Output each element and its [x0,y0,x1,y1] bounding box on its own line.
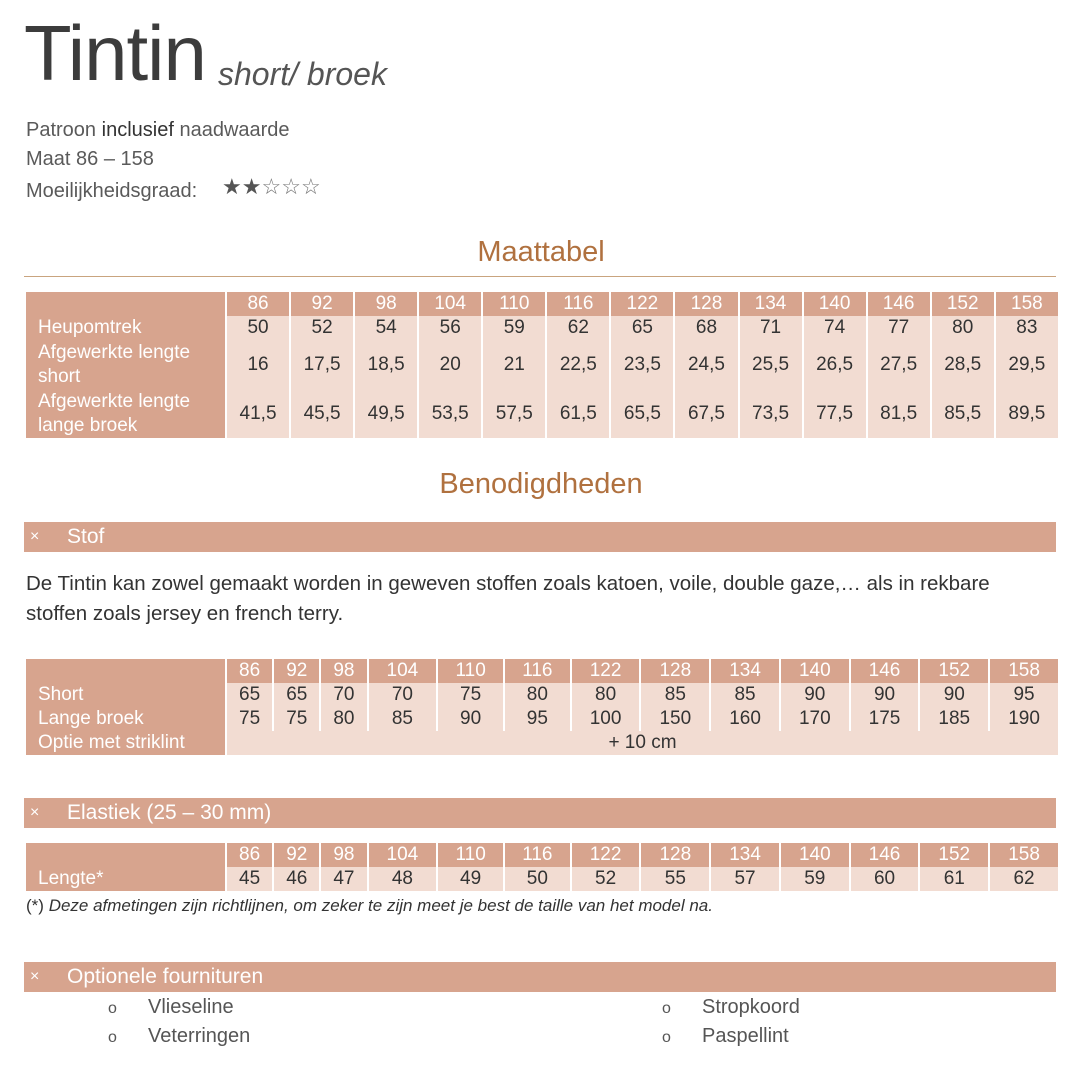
star-empty-icon: ☆ [281,174,301,199]
size-header-cell: 128 [675,292,737,316]
size-header-cell: 104 [369,843,437,867]
table-cell: 85,5 [932,390,994,438]
table-header-row [26,292,1058,316]
size-header-cell: 98 [321,843,366,867]
benodigdheden-title: Benodigdheden [439,468,643,500]
table-cell: 52 [291,316,353,340]
table-cell: 170 [781,707,849,731]
table-cell: 185 [920,707,988,731]
table-cell: 61 [920,867,988,891]
row-label: Optie met striklint [26,731,225,755]
stof-title: Stof [67,525,105,548]
bullet-marker: o [108,1029,117,1046]
size-header-cell: 134 [711,843,779,867]
header-corner [26,843,225,867]
section-bullet: × [30,968,40,985]
table-cell: 59 [781,867,849,891]
table-cell: 47 [321,867,366,891]
list-item [662,997,800,1017]
size-header-cell: 158 [990,843,1058,867]
row-label: Afgewerkte lengte lange broek [26,390,225,438]
section-bullet: × [30,804,40,821]
table-cell: 48 [369,867,437,891]
star-empty-icon: ☆ [300,174,321,199]
page-subtitle: short/ broek [218,56,387,92]
table-cell: 16 [227,340,289,390]
size-header-cell: 122 [572,843,640,867]
table-cell: 67,5 [675,390,737,438]
size-header-cell: 116 [505,659,570,683]
size-header-cell: 128 [641,843,709,867]
table-cell: 53,5 [419,390,481,438]
size-header-cell: 140 [781,659,849,683]
table-cell: 80 [932,316,994,340]
size-header-cell: 92 [274,659,319,683]
size-header-cell: 134 [740,292,802,316]
header-corner [26,659,225,683]
table-cell: 90 [920,683,988,707]
size-header-cell: 122 [572,659,640,683]
star-filled-icon: ★ [222,174,242,199]
table-cell: 90 [781,683,849,707]
table-cell: 160 [711,707,779,731]
table-cell: 45,5 [291,390,353,438]
table-cell: 55 [641,867,709,891]
table-cell: 85 [641,683,709,707]
row-label: Afgewerkte lengte short [26,340,225,390]
size-header-cell: 146 [851,659,919,683]
table-cell: 75 [438,683,503,707]
table-cell: 20 [419,340,481,390]
list-item [108,1026,250,1046]
size-header-cell: 158 [990,659,1058,683]
row-label: Heupomtrek [26,316,225,340]
size-header-cell: 146 [868,292,930,316]
stof-section-bar [24,522,1056,552]
stof-description: De Tintin kan zowel gemaakt worden in geweven stoffen zoals katoen, voile, double gaze,… als in rekbare stoffen zoals jersey en french terry. [26,572,990,625]
table-cell: 100 [572,707,640,731]
item-label: Paspellint [702,1025,789,1047]
table-cell: 90 [438,707,503,731]
table-cell: 57,5 [483,390,545,438]
table-row [26,340,1058,390]
table-cell: 65,5 [611,390,673,438]
optioneel-section-bar [24,962,1056,992]
table-cell: 95 [990,683,1058,707]
bullet-marker: o [662,1029,671,1046]
star-filled-icon: ★ [241,174,262,199]
size-header-cell: 128 [641,659,709,683]
section-bullet: × [30,528,40,545]
table-cell: 75 [227,707,272,731]
pattern-bold: inclusief [101,119,174,141]
table-header-row [26,843,1058,867]
table-cell: 85 [369,707,437,731]
size-header-cell: 104 [369,659,437,683]
table-cell: 80 [321,707,366,731]
table-cell: 68 [675,316,737,340]
size-table [24,292,1060,438]
row-label: Lange broek [26,707,225,731]
size-header-cell: 140 [804,292,866,316]
size-header-cell: 98 [321,659,366,683]
size-header-cell: 116 [547,292,609,316]
size-header-cell: 92 [274,843,319,867]
elastic-table [24,843,1060,891]
size-header-cell: 152 [920,659,988,683]
table-cell: 70 [369,683,437,707]
table-cell: 74 [804,316,866,340]
option-value-cell: + 10 cm [227,731,1058,755]
size-header-cell: 116 [505,843,570,867]
table-row [26,707,1058,731]
list-item [108,997,234,1017]
elastiek-section-bar [24,798,1056,828]
table-cell: 49 [438,867,503,891]
table-cell: 45 [227,867,272,891]
table-cell: 89,5 [996,390,1058,438]
size-header-cell: 140 [781,843,849,867]
table-cell: 80 [572,683,640,707]
size-header-cell: 98 [355,292,417,316]
table-cell: 190 [990,707,1058,731]
item-label: Stropkoord [702,996,800,1018]
note-text: Deze afmetingen zijn richtlijnen, om zeker te zijn meet je best de taille van het model na. [48,896,713,915]
table-cell: 52 [572,867,640,891]
bullet-marker: o [662,1000,671,1017]
table-cell: 24,5 [675,340,737,390]
table-cell: 73,5 [740,390,802,438]
size-header-cell: 104 [419,292,481,316]
size-header-cell: 158 [996,292,1058,316]
table-row [26,731,1058,755]
table-cell: 21 [483,340,545,390]
row-label: Lengte* [26,867,225,891]
header-corner [26,292,225,316]
table-cell: 57 [711,867,779,891]
table-cell: 29,5 [996,340,1058,390]
size-header-cell: 110 [438,659,503,683]
table-cell: 25,5 [740,340,802,390]
difficulty-stars [222,176,321,198]
table-cell: 62 [547,316,609,340]
size-header-cell: 146 [851,843,919,867]
size-header-cell: 134 [711,659,779,683]
table-row [26,867,1058,891]
table-cell: 70 [321,683,366,707]
elastic-note [26,896,713,916]
elastiek-title: Elastiek (25 – 30 mm) [67,801,272,824]
table-cell: 59 [483,316,545,340]
pattern-prefix: Patroon [26,119,97,141]
maattabel-title: Maattabel [477,236,605,268]
table-cell: 95 [505,707,570,731]
size-header-cell: 92 [291,292,353,316]
table-cell: 90 [851,683,919,707]
table-cell: 54 [355,316,417,340]
table-cell: 50 [505,867,570,891]
size-header-cell: 110 [483,292,545,316]
table-cell: 83 [996,316,1058,340]
table-cell: 75 [274,707,319,731]
row-label: Short [26,683,225,707]
table-cell: 56 [419,316,481,340]
table-row [26,316,1058,340]
table-cell: 150 [641,707,709,731]
table-cell: 26,5 [804,340,866,390]
optioneel-title: Optionele fournituren [67,965,264,988]
table-cell: 17,5 [291,340,353,390]
size-header-cell: 152 [932,292,994,316]
table-cell: 65 [611,316,673,340]
table-cell: 80 [505,683,570,707]
pattern-suffix: naadwaarde [179,119,290,141]
item-label: Vlieseline [148,996,234,1018]
star-empty-icon: ☆ [261,174,282,199]
table-row [26,390,1058,438]
size-range: Maat 86 – 158 [26,148,154,170]
table-cell: 22,5 [547,340,609,390]
table-cell: 23,5 [611,340,673,390]
page-title: Tintin [24,9,206,97]
size-header-cell: 86 [227,659,272,683]
table-cell: 85 [711,683,779,707]
table-cell: 77 [868,316,930,340]
note-marker: (*) [26,896,44,915]
size-header-cell: 86 [227,292,289,316]
table-cell: 60 [851,867,919,891]
table-cell: 27,5 [868,340,930,390]
size-header-cell: 110 [438,843,503,867]
fabric-table [24,659,1060,755]
table-cell: 77,5 [804,390,866,438]
table-cell: 71 [740,316,802,340]
item-label: Veterringen [148,1025,251,1047]
table-row [26,683,1058,707]
table-cell: 46 [274,867,319,891]
table-cell: 65 [274,683,319,707]
table-cell: 49,5 [355,390,417,438]
table-cell: 81,5 [868,390,930,438]
table-cell: 18,5 [355,340,417,390]
size-header-cell: 152 [920,843,988,867]
table-cell: 65 [227,683,272,707]
list-item [662,1026,789,1046]
size-header-cell: 122 [611,292,673,316]
table-cell: 41,5 [227,390,289,438]
table-cell: 28,5 [932,340,994,390]
table-cell: 61,5 [547,390,609,438]
table-cell: 50 [227,316,289,340]
table-header-row [26,659,1058,683]
pattern-info [26,120,290,140]
title-divider [24,276,1056,277]
bullet-marker: o [108,1000,117,1017]
difficulty-label: Moeilijkheidsgraad: [26,180,198,202]
size-header-cell: 86 [227,843,272,867]
table-cell: 175 [851,707,919,731]
table-cell: 62 [990,867,1058,891]
